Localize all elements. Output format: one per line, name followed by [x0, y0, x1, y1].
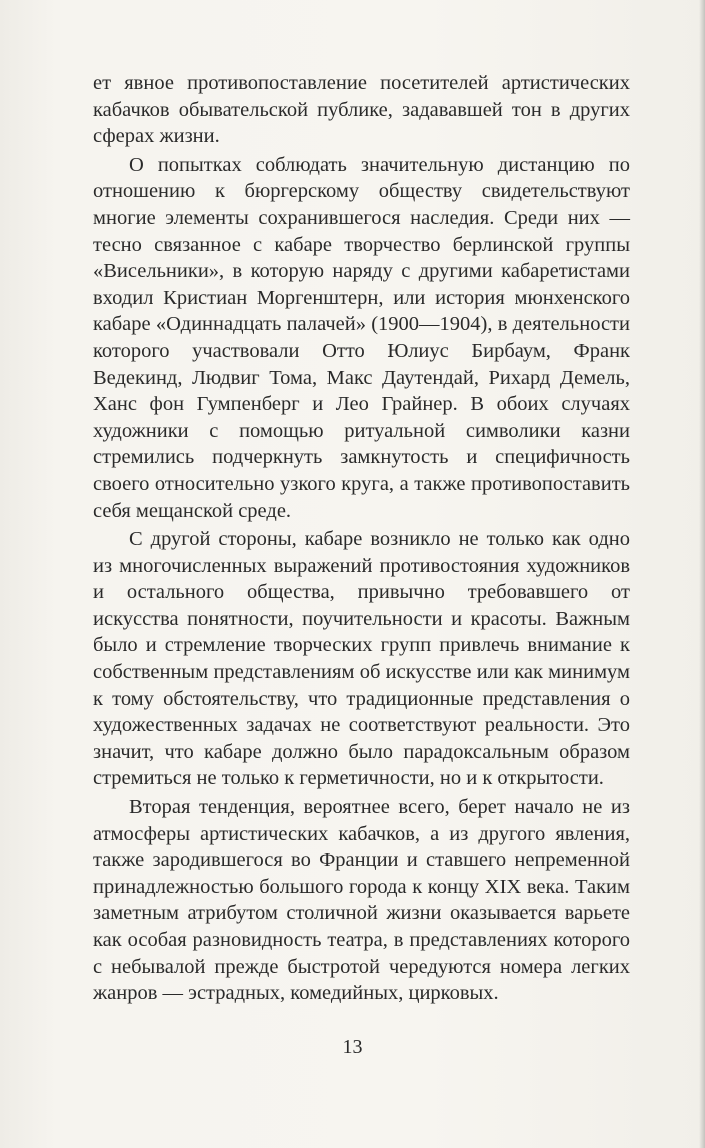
page-number: 13: [342, 1036, 363, 1058]
paragraph-1: ет явное противопоставление посетителей артистических кабачков обывательской публике, задававшей тон в других сферах жизни.: [93, 72, 630, 148]
paragraph-4: Вторая тенденция, вероятнее всего, берет начало не из атмосферы артистических кабачков, а из другого явления, также зародившегося во Франции и ставшего непременной принадлежностью большого города к концу XIX века. Таким заметным атрибутом столичной жизни оказывается варьете как особая разновидность театра, в представлениях которого с небывалой прежде быстротой чередуются номера легких жанров — эстрадных, комедийных, цирковых.: [93, 796, 630, 1005]
paragraph-3: С другой стороны, кабаре возникло не только как одно из многочисленных выражений противостояния художников и остального общества, привычно требовавшего от искусства понятности, поучительности и красоты. Важным было и стремление творческих групп привлечь внимание к собственным представлениям об искусстве или как минимум к тому обстоятельству, что традиционные представления о художественных задачах не соответствуют реальности. Это значит, что кабаре должно было парадоксальным образом стремиться не только к герметичности, но и к открытости.: [93, 528, 630, 790]
paragraph-2: О попытках соблюдать значительную дистанцию по отношению к бюргерскому обществу свидетельствуют многие элементы сохранившегося наследия. Среди них — тесно связанное с кабаре творчество берлинской группы «Висельники», в которую наряду с другими кабаретистами входил Кристиан Моргенштерн, или история мюнхенского кабаре «Одиннадцать палачей» (1900—1904), в деятельности которого участвовали Отто Юлиус Бирбаум, Франк Ведекинд, Людвиг Тома, Макс Даутендай, Рихард Демель, Ханс фон Гумпенберг и Лео Грайнер. В обоих случаях художники с помощью ритуальной символики казни стремились подчеркнуть замкнутость и специфичность своего относительно узкого круга, а также противопоставить себя мещанской среде.: [93, 153, 630, 522]
body-text: [93, 70, 630, 1007]
